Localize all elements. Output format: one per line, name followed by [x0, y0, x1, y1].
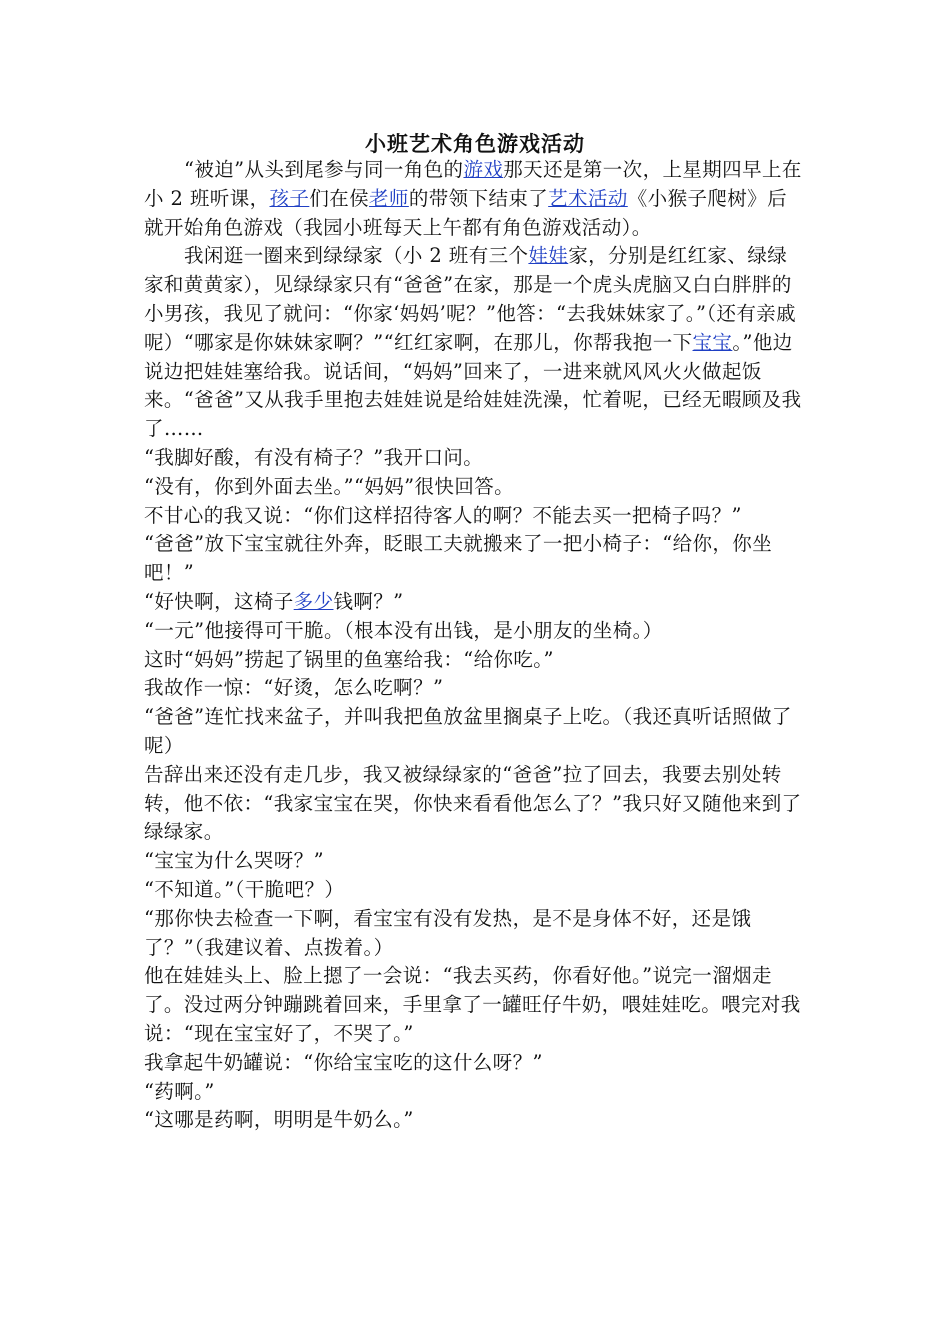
paragraph: [144, 962, 804, 1048]
text-segment: “爸爸”放下宝宝就往外奔，眨眼工夫就搬来了一把小椅子：“给你，你坐吧！”: [144, 532, 773, 585]
text-segment: 不甘心的我又说：“你们这样招待客人的啊？不能去买一把椅子吗？”: [144, 503, 742, 527]
text-segment: “我脚好酸，有没有椅子？”我开口问。: [144, 445, 484, 469]
text-segment: “不知道。”（干脆吧？）: [144, 877, 345, 901]
paragraph: [144, 703, 804, 761]
paragraph: [144, 588, 804, 617]
text-segment: 他在娃娃头上、脸上摁了一会说：“我去买药，你看好他。”说完一溜烟走了。没过两分钟蹦跳着回来，手里拿了一罐旺仔牛奶，喂娃娃吃。喂完对我说：“现在宝宝好了，不哭了。”: [144, 964, 801, 1045]
paragraph: [144, 473, 804, 502]
link-wawa[interactable]: 娃娃: [528, 244, 569, 268]
text-segment: “这哪是药啊，明明是牛奶么。”: [144, 1108, 414, 1132]
text-segment: 。”他边说边把娃娃塞给我。说话间，“妈妈”回来了，一进来就风风火火做起饭来。“爸爸”又从我手里抱去娃娃说是给娃娃洗澡，忙着呢，已经无暇顾及我了……: [144, 330, 802, 441]
paragraph: [144, 1078, 804, 1107]
link-yishu-huodong[interactable]: 艺术活动: [548, 186, 628, 210]
link-laoshi[interactable]: 老师: [369, 186, 409, 210]
text-segment: “被迫”从头到尾参与同一角色的: [184, 158, 464, 181]
text-segment: 的带领下结束了: [408, 186, 549, 210]
text-segment: “药啊。”: [144, 1079, 215, 1103]
text-segment: “一元”他接得可干脆。（根本没有出钱，是小朋友的坐椅。）: [144, 618, 663, 642]
paragraph: [144, 502, 804, 531]
text-segment: 我故作一惊：“好烫，怎么吃啊？”: [144, 676, 444, 700]
text-segment: “爸爸”连忙找来盆子，并叫我把鱼放盆里搁桌子上吃。（我还真听话照做了呢）: [144, 705, 792, 757]
text-segment: “好快啊，这椅子: [144, 589, 294, 613]
paragraph: [144, 242, 804, 444]
text-segment: “那你快去检查一下啊，看宝宝有没有发热，是不是身体不好，还是饿了？”（我建议着、点拨着。）: [144, 906, 752, 959]
link-baobao[interactable]: 宝宝: [692, 330, 733, 354]
paragraph: [144, 1049, 804, 1078]
paragraph: [144, 761, 804, 847]
text-segment: 那天还是第一次，上星期四早上在小 2 班听课，: [144, 158, 802, 210]
document-body: [144, 156, 804, 1135]
text-segment: 我闲逛一圈来到绿绿家（小 2 班有三个: [184, 244, 529, 268]
link-haizi[interactable]: 孩子: [269, 186, 310, 210]
paragraph: [144, 1106, 804, 1135]
paragraph: [144, 530, 804, 588]
paragraph: [144, 444, 804, 473]
paragraph: [144, 646, 804, 675]
link-duoshao[interactable]: 多少: [293, 589, 334, 613]
paragraph: [144, 617, 804, 646]
document-title: 小班艺术角色游戏活动: [365, 131, 585, 156]
text-segment: 这时“妈妈”捞起了锅里的鱼塞给我：“给你吃。”: [144, 647, 554, 671]
paragraph: [144, 876, 804, 905]
paragraph: [144, 156, 804, 242]
link-youxi[interactable]: 游戏: [463, 158, 504, 181]
text-segment: 我拿起牛奶罐说：“你给宝宝吃的这什么呀？”: [144, 1050, 543, 1074]
text-segment: 家，分别是红红家、绿绿家和黄黄家），见绿绿家只有“爸爸”在家，那是一个虎头虎脑又白白胖胖的小男孩，我见了就问：“你家‘妈妈’呢？”他答：“去我妹妹家了。”（还有亲戚呢）“哪家是你妹妹家啊？”“红红家啊，在那儿，你帮我抱一下: [144, 244, 797, 354]
paragraph: [144, 674, 804, 703]
text-segment: “宝宝为什么哭呀？”: [144, 849, 324, 873]
paragraph: [144, 847, 804, 876]
text-segment: 告辞出来还没有走几步，我又被绿绿家的“爸爸”拉了回去，我要去别处转转，他不依：“我家宝宝在哭，你快来看看他怎么了？”我只好又随他来到了绿绿家。: [144, 762, 802, 844]
text-segment: 们在侯: [309, 186, 370, 210]
text-segment: 《小猴子爬树》后就开始角色游戏（我园小班每天上午都有角色游戏活动）。: [144, 186, 787, 239]
text-segment: 钱啊？”: [333, 589, 404, 613]
paragraph: [144, 905, 804, 963]
text-segment: “没有，你到外面去坐。”“妈妈”很快回答。: [144, 474, 515, 498]
